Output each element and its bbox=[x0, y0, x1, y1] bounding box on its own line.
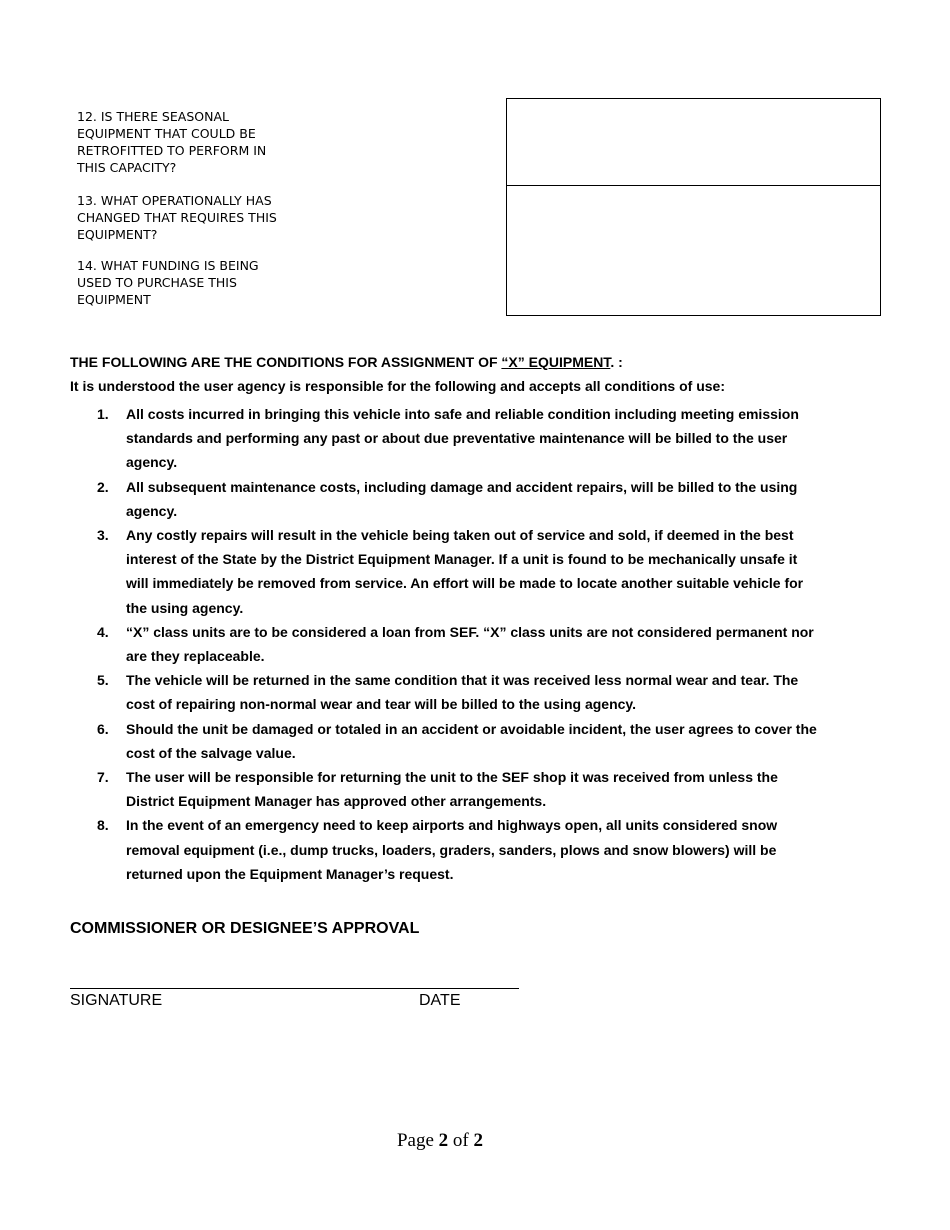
condition-number: 7. bbox=[97, 769, 109, 786]
condition-item bbox=[70, 765, 820, 813]
answer-box-12[interactable] bbox=[506, 98, 881, 187]
heading-underlined: “X” EQUIPMENT bbox=[501, 354, 611, 370]
date-label: DATE bbox=[419, 992, 461, 1009]
page-footer bbox=[0, 1130, 880, 1152]
condition-item bbox=[70, 475, 820, 523]
total-pages: 2 bbox=[473, 1130, 483, 1151]
condition-text: In the event of an emergency need to keep airports and highways open, all units considered snow removal equipment (i.e., dump trucks, loaders, graders, sanders, plows and snow blowers) will be returned upon the Equipment Manager’s request. bbox=[126, 817, 778, 882]
condition-item bbox=[70, 620, 820, 668]
condition-text: All subsequent maintenance costs, including damage and accident repairs, will be billed to the using agency. bbox=[126, 478, 798, 519]
condition-number: 2. bbox=[97, 478, 109, 495]
approval-title: COMMISSIONER OR DESIGNEE’S APPROVAL bbox=[70, 920, 420, 937]
answer-box-13-14[interactable] bbox=[506, 185, 881, 316]
condition-item bbox=[70, 813, 820, 886]
question-14: 14. WHAT FUNDING IS BEING USED TO PURCHASE THIS EQUIPMENT bbox=[77, 258, 259, 307]
heading-suffix: . : bbox=[610, 354, 623, 370]
condition-item bbox=[70, 402, 820, 475]
condition-text: Should the unit be damaged or totaled in an accident or avoidable incident, the user agrees to cover the cost of the salvage value. bbox=[126, 720, 817, 761]
condition-number: 8. bbox=[97, 817, 109, 834]
condition-text: The user will be responsible for returning the unit to the SEF shop it was received from unless the District Equipment Manager has approved other arrangements. bbox=[126, 769, 778, 810]
conditions-heading bbox=[70, 354, 623, 370]
condition-text: All costs incurred in bringing this vehicle into safe and reliable condition including meeting emission standards and performing any past or about due preventative maintenance will be billed to the user agency. bbox=[126, 406, 799, 471]
current-page: 2 bbox=[438, 1130, 449, 1151]
signature-line[interactable] bbox=[70, 988, 519, 989]
condition-text: Any costly repairs will result in the vehicle being taken out of service and sold, if deemed in the best interest of the State by the District Equipment Manager. If a unit is found to be mechanically unsafe it will immediately be removed from service. An effort will be made to locate another suitable vehicle for the using agency. bbox=[126, 527, 804, 616]
condition-item bbox=[70, 523, 820, 620]
conditions-list bbox=[70, 402, 820, 886]
condition-number: 1. bbox=[97, 406, 109, 422]
condition-item bbox=[70, 717, 820, 765]
condition-number: 5. bbox=[97, 672, 109, 689]
condition-item bbox=[70, 668, 820, 716]
page-word: Page bbox=[396, 1130, 439, 1151]
condition-text: “X” class units are to be considered a loan from SEF. “X” class units are not considered permanent nor are they replaceable. bbox=[126, 623, 814, 665]
question-13: 13. WHAT OPERATIONALLY HAS CHANGED THAT REQUIRES THIS EQUIPMENT? bbox=[77, 193, 277, 242]
of-word: of bbox=[448, 1130, 474, 1151]
heading-prefix: THE FOLLOWING ARE THE CONDITIONS FOR ASSIGNMENT OF bbox=[70, 354, 502, 370]
condition-number: 3. bbox=[97, 527, 109, 544]
signature-label: SIGNATURE bbox=[70, 992, 163, 1009]
condition-text: The vehicle will be returned in the same condition that it was received less normal wear and tear. The cost of repairing non-normal wear and tear will be billed to the using agency. bbox=[126, 672, 799, 713]
condition-number: 4. bbox=[97, 623, 109, 640]
conditions-intro: It is understood the user agency is responsible for the following and accepts all conditions of use: bbox=[70, 378, 725, 394]
question-12: 12. IS THERE SEASONAL EQUIPMENT THAT COULD BE RETROFITTED TO PERFORM IN THIS CAPACITY? bbox=[77, 109, 267, 175]
condition-number: 6. bbox=[97, 720, 109, 737]
